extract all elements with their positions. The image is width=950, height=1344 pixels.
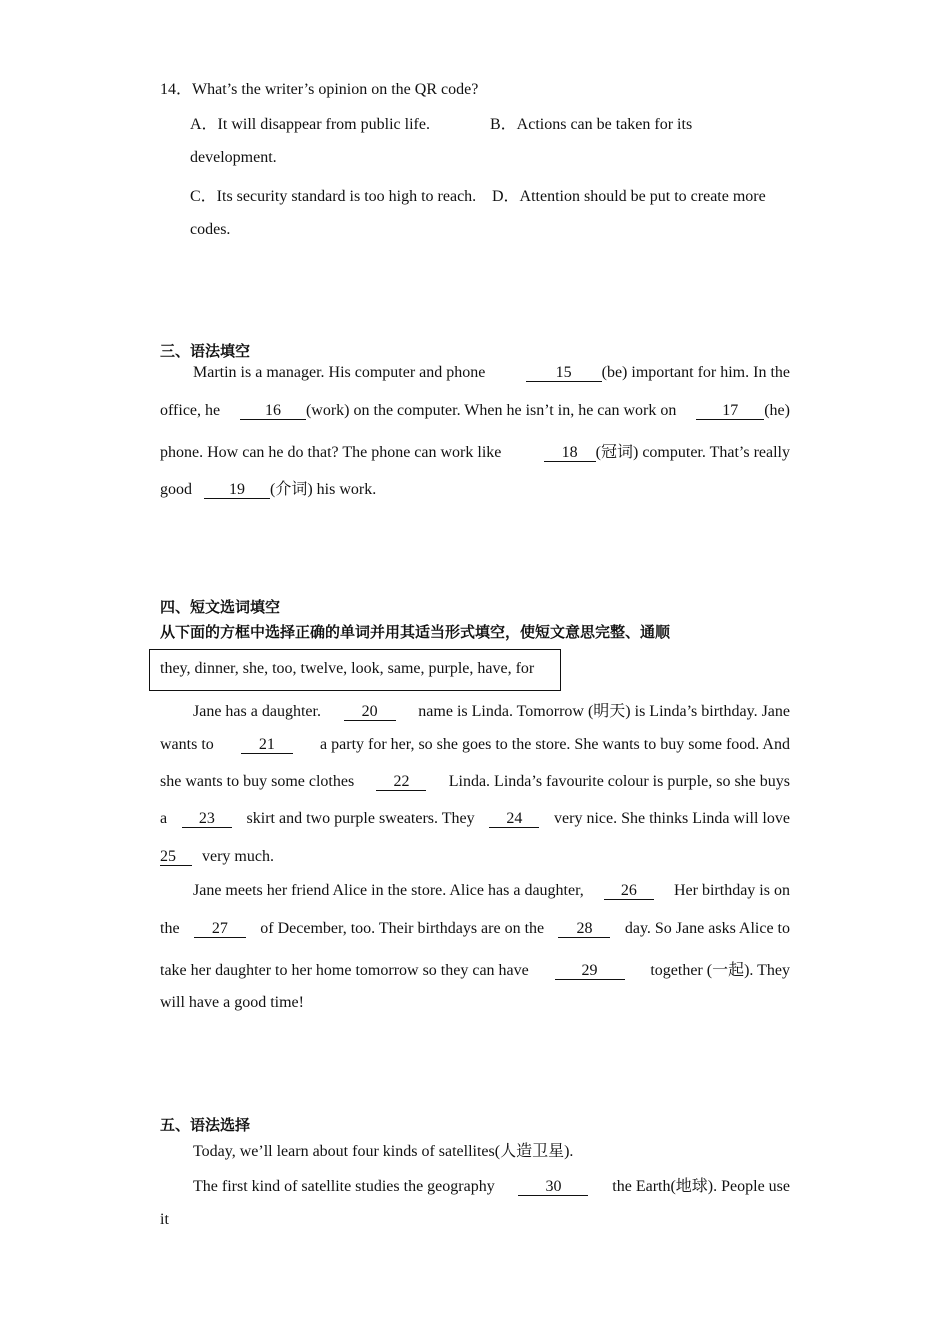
blank-24: 24 xyxy=(489,811,539,828)
s4-p2-line-1 xyxy=(193,882,790,900)
blank-28: 28 xyxy=(558,921,610,938)
option-b: B．Actions can be taken for its xyxy=(490,116,693,133)
blank-15: 15 xyxy=(526,365,602,382)
section-4-instruction: 从下面的方框中选择正确的单词并用其适当形式填空，使短文意思完整、通顺 xyxy=(160,623,671,641)
s4-p2-line-3 xyxy=(160,957,790,980)
blank-21: 21 xyxy=(241,737,293,754)
blank-25: 25 xyxy=(160,849,192,866)
option-d: D．Attention should be put to create more xyxy=(492,188,766,205)
s5-text: the Earth(地球). People use xyxy=(612,1178,790,1195)
s4-text: of December, too. Their birthdays are on the xyxy=(260,920,545,937)
s4-text: very nice. She thinks Linda will love xyxy=(554,810,790,827)
s3-text: (冠词) computer. That’s really xyxy=(595,444,790,461)
option-d-continued: codes. xyxy=(190,221,231,238)
s5-line-1: Today, we’ll learn about four kinds of satellites(人造卫星). xyxy=(193,1143,574,1160)
s3-line-4 xyxy=(160,476,376,499)
s4-text: Jane meets her friend Alice in the store. Alice has a daughter, xyxy=(193,882,584,899)
s3-line-3 xyxy=(160,439,790,462)
blank-18: 18 xyxy=(544,445,596,462)
s4-p1-line-4 xyxy=(160,810,790,828)
s4-text: very much. xyxy=(202,848,274,865)
s3-text: (work) on the computer. When he isn’t in, he can work on xyxy=(305,402,677,419)
blank-26: 26 xyxy=(604,883,654,900)
blank-19: 19 xyxy=(204,482,270,499)
s3-line-2 xyxy=(160,402,790,420)
blank-17: 17 xyxy=(696,403,764,420)
s4-text: name is Linda. Tomorrow (明天) is Linda’s birthday. Jane xyxy=(418,703,790,720)
s4-text: Linda. Linda’s favourite colour is purple, so she buys xyxy=(448,773,790,790)
option-b-continued: development. xyxy=(190,149,277,166)
s3-line-1 xyxy=(193,364,790,382)
s5-text: The first kind of satellite studies the geography xyxy=(193,1178,495,1195)
blank-20: 20 xyxy=(344,704,396,721)
s3-text: (介词) his work. xyxy=(270,481,377,498)
option-c: C．Its security standard is too high to reach. xyxy=(190,188,477,205)
question-14-stem: 14．What’s the writer’s opinion on the QR code? xyxy=(160,81,479,98)
s4-p1-line-2 xyxy=(160,736,790,754)
s3-text: good xyxy=(160,481,192,498)
s4-text: a xyxy=(160,810,168,827)
s4-text: a party for her, so she goes to the store. She wants to buy some food. And xyxy=(320,736,790,753)
s3-text: office, he xyxy=(160,402,221,419)
s5-line-3: it xyxy=(160,1211,169,1228)
s4-p1-line-1 xyxy=(193,698,790,721)
blank-27: 27 xyxy=(194,921,246,938)
s4-text: Jane has a daughter. xyxy=(193,703,321,720)
section-4-title: 四、短文选词填空 xyxy=(160,598,281,616)
section-5-title: 五、语法选择 xyxy=(160,1116,251,1134)
s4-p1-line-5 xyxy=(160,848,274,866)
section-3-title: 三、语法填空 xyxy=(160,342,251,360)
option-a: A．It will disappear from public life. xyxy=(190,116,430,133)
s4-text: she wants to buy some clothes xyxy=(160,773,355,790)
blank-16: 16 xyxy=(240,403,306,420)
blank-23: 23 xyxy=(182,811,232,828)
blank-29: 29 xyxy=(555,963,625,980)
s3-text: (be) important for him. In the xyxy=(601,364,790,381)
s3-text: Martin is a manager. His computer and phone xyxy=(193,364,486,381)
s4-text: skirt and two purple sweaters. They xyxy=(246,810,475,827)
s3-text: phone. How can he do that? The phone can work like xyxy=(160,444,502,461)
s4-p2-line-4: will have a good time! xyxy=(160,994,304,1011)
s4-p2-line-2 xyxy=(160,920,790,938)
s4-text: day. So Jane asks Alice to xyxy=(624,920,790,937)
s4-text: wants to xyxy=(160,736,214,753)
s3-text: (he) xyxy=(764,402,790,419)
blank-30: 30 xyxy=(518,1179,588,1196)
word-bank-box: they, dinner, she, too, twelve, look, same, purple, have, for xyxy=(149,649,561,691)
s4-text: take her daughter to her home tomorrow so they can have xyxy=(160,962,529,979)
s4-text: together (一起). They xyxy=(650,962,790,979)
blank-22: 22 xyxy=(376,774,426,791)
s4-p1-line-3 xyxy=(160,773,790,791)
s4-text: Her birthday is on xyxy=(674,882,790,899)
s5-line-2 xyxy=(193,1173,790,1196)
s4-text: the xyxy=(160,920,180,937)
